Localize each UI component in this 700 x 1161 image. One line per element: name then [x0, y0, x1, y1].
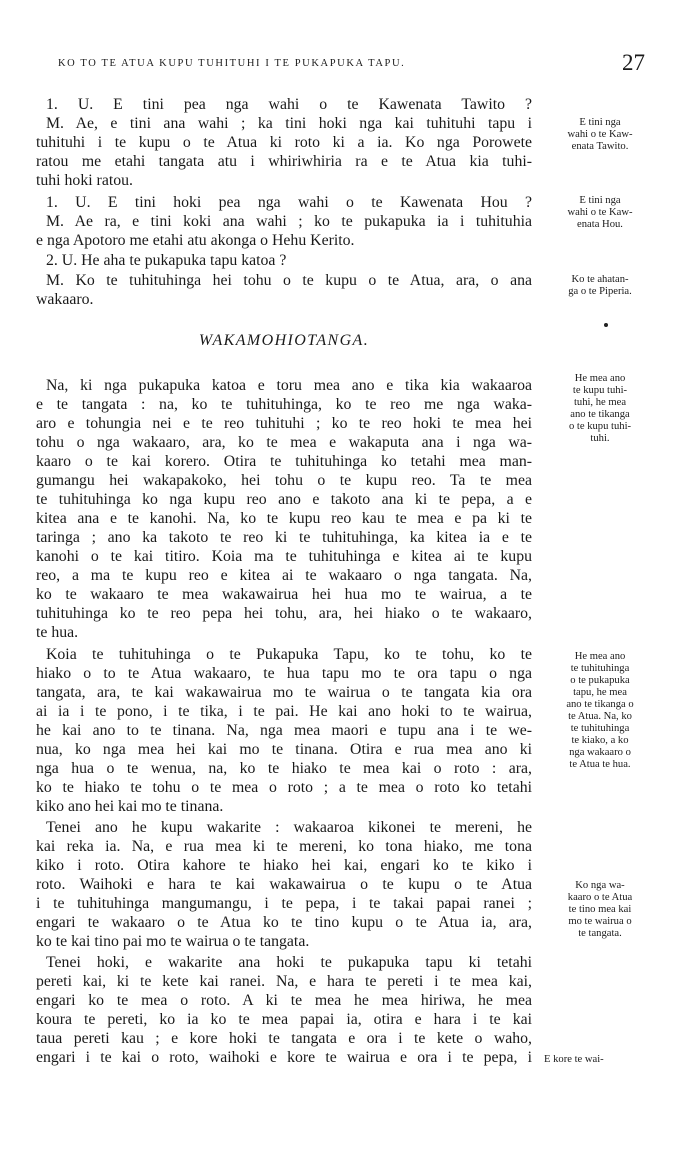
text-line: i te tuhituhinga mangumangu, i te pepa, i te takai papai ranei ; [36, 895, 532, 912]
sidenote-line: wahi o te Kaw- [567, 207, 633, 218]
text-line: aro e tohungia nei e te reo tuhituhi ; ko te reo hoki te mea hei [36, 415, 532, 432]
sidenote-line: enata Hou. [577, 219, 623, 230]
sidenote-line: nga wakaaro o [569, 747, 631, 758]
text-line: M. Ko te tuhituhinga hei tohu o te kupu o te Atua, ara, o ana [46, 272, 532, 289]
text-line: Koia te tuhituhinga o te Pukapuka Tapu, ko te tohu, ko te [46, 646, 532, 663]
text-line: taua pereti kau ; e kore hoki te tangata e ora i te kete o waho, [36, 1030, 532, 1047]
text-line: he kai ano to te tinana. Na, nga mea maori e tupu ana i te we- [36, 722, 532, 739]
text-line: koura te pereti, ko ia ko te mea papai ia, otira e hara i te kai [36, 1011, 532, 1028]
text-line: pereti kai, ki te kete kai ranei. Na, e hara te pereti i te mea kai, [36, 973, 532, 990]
sidenote-line: te tangata. [578, 928, 622, 939]
text-line: e te tangata : na, ko te tuhituhinga, ko te reo me nga waka- [36, 396, 532, 413]
text-line: kai reka ia. Na, e rua mea ki te mereni, ko tona hiako, me tona [36, 838, 532, 855]
text-line: gumangu hei wakapakoko, hei tohu o te kupu reo. Ta te mea [36, 472, 532, 489]
sidenote-line: ano te tikanga o [566, 699, 634, 710]
sidenote-line: te kiako, a ko [571, 735, 629, 746]
text-line: M. Ae, e tini ana wahi ; ka tini hoki nga kai tuhituhi tapu i [46, 115, 532, 132]
running-head: KO TO TE ATUA KUPU TUHITUHI I TE PUKAPUKA TAPU. [58, 58, 406, 69]
sidenote-line: E tini nga [579, 117, 621, 128]
text-line: ko te hiako te tohu o te mea o roto ; a te mea o roto ko tetahi [36, 779, 532, 796]
text-line: kanohi o te kai titiro. Koia ma te tuhituhinga e kitea ai te kupu [36, 548, 532, 565]
sidenote-line: te Atua. Na, ko [568, 711, 632, 722]
text-line: ko te kai tino pai mo te wairua o te tangata. [36, 933, 310, 950]
sidenote-line: E tini nga [579, 195, 621, 206]
text-line: tuhituhi i te kupu o te Atua ki roto ki a ia. Ko nga Porowete [36, 134, 532, 151]
sidenote-line: te tuhituhinga [570, 723, 630, 734]
sidenote-line: Ko te ahatan- [571, 274, 629, 285]
sidenote-line: He mea ano [574, 651, 626, 662]
sidenote-line: te tino mea kai [568, 904, 632, 915]
sidenote-line: Ko nga wa- [575, 880, 625, 891]
text-line: engari i te kai o roto, waihoki e kore te wairua e ora i te pepa, i [36, 1049, 532, 1066]
text-line: roto. Waihoki e hara te kai wakawairua o te kupu o te Atua [36, 876, 532, 893]
text-line: 1. U. E tini hoki pea nga wahi o te Kawenata Hou ? [46, 194, 532, 211]
text-line: nua, ko nga mea hei kai mo te tinana. Otira e rua mea ano ki [36, 741, 532, 758]
sidenote-line: kaaro o te Atua [567, 892, 633, 903]
text-line: taringa ; ano ka takoto te reo ki te tuhituhinga, ka kitea ia e te [36, 529, 532, 546]
ink-dot [604, 323, 608, 327]
text-line: 1. U. E tini pea nga wahi o te Kawenata Tawito ? [46, 96, 532, 113]
text-line: nga hua o te wenua, na, ko te hiako te mea kai o roto : ara, [36, 760, 532, 777]
text-line: Tenei ano he kupu wakarite : wakaaroa kikonei te mereni, he [46, 819, 532, 836]
text-line: te tuhituhinga ko nga kupu reo ano e takoto ana ki te pepa, a e [36, 491, 532, 508]
sidenote-line: tuhi. [590, 433, 610, 444]
sidenote-line: tuhi, he mea [573, 397, 627, 408]
sidenote-line: tapu, he mea [573, 687, 627, 698]
sidenote-line: wahi o te Kaw- [567, 129, 633, 140]
text-line: kiko ano hei kai mo te tinana. [36, 798, 224, 815]
text-line: wakaaro. [36, 291, 94, 308]
text-line: ai ia i te pono, i te tika, i te pai. He kai ano hoki to te wairua, [36, 703, 532, 720]
text-line: kiko i roto. Otira kahore te hiako hei kai, engari ko te kiko i [36, 857, 532, 874]
page-number: 27 [622, 50, 645, 75]
text-line: reo, a ma te kupu reo e kitea ai te wakaaro o nga tangata. Na, [36, 567, 532, 584]
text-line: tuhituhinga ko te reo pepa hei tohu, ara, hei hiako o te wakaaro, [36, 605, 532, 622]
sidenote-line: He mea ano [574, 373, 626, 384]
text-line: engari ko te mea o roto. A ki te mea he mea hiriwa, he mea [36, 992, 532, 1009]
text-line: e nga Apotoro me etahi atu akonga o Hehu Kerito. [36, 232, 355, 249]
sidenote-line: te kupu tuhi- [572, 385, 628, 396]
sidenote-line: te tuhituhinga [570, 663, 630, 674]
text-line: tangata, ara, te kai wakawairua mo te wairua o te tangata kia ora [36, 684, 532, 701]
sidenote-line: ga o te Piperia. [568, 286, 632, 297]
sidenote-line: o te kupu tuhi- [568, 421, 632, 432]
text-line: ratou me etahi tangata atu i whiriwhiria ra e te Atua kia tuhi- [36, 153, 532, 170]
text-line: engari te wakaaro o te Atua ko te tino kupu o te Atua ia, ara, [36, 914, 532, 931]
text-line: hiako o to te Atua wakaaro, te hua tapu mo te ora tapu o nga [36, 665, 532, 682]
text-line: tohu o nga wakaaro, ara, ko te mea e wakaputa ana i nga wa- [36, 434, 532, 451]
sidenote-line: enata Tawito. [571, 141, 629, 152]
text-line: Tenei hoki, e wakarite ana hoki te pukapuka tapu ki tetahi [46, 954, 532, 971]
text-line: M. Ae ra, e tini koki ana wahi ; ko te pukapuka ia i tuhituhia [46, 213, 532, 230]
sidenote-line: te Atua te hua. [569, 759, 631, 770]
sidenote-line: E kore te wai- [544, 1054, 604, 1065]
section-heading: WAKAMOHIOTANGA. [198, 332, 370, 349]
sidenote-line: mo te wairua o [568, 916, 632, 927]
sidenote-line: ano te tikanga [570, 409, 630, 420]
text-line: kaaro o te kai korero. Otira te tuhituhinga ko tetahi mea man- [36, 453, 532, 470]
text-line: 2. U. He aha te pukapuka tapu katoa ? [46, 252, 287, 269]
text-line: tuhi hoki ratou. [36, 172, 133, 189]
text-line: Na, ki nga pukapuka katoa e toru mea ano e tika kia wakaaroa [46, 377, 532, 394]
text-line: ko te wakaaro te mea wakawairua hei hua mo te wairua, a te [36, 586, 532, 603]
text-line: te hua. [36, 624, 79, 641]
text-line: kitea ana e te kanohi. Na, ko te kupu reo kau te mea e pa ki te [36, 510, 532, 527]
sidenote-line: o te pukapuka [570, 675, 630, 686]
